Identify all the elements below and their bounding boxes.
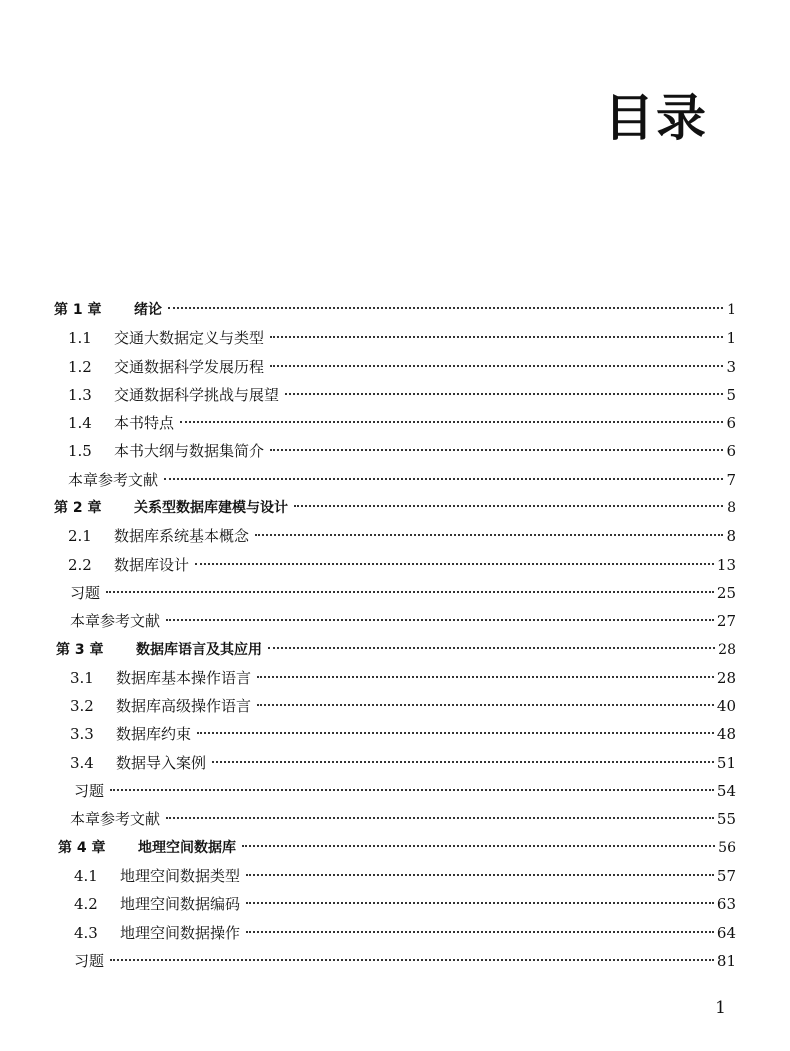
- toc-page-number: 7: [726, 470, 736, 489]
- toc-label: 关系型数据库建模与设计: [134, 500, 288, 517]
- toc-entry-row[interactable]: [54, 890, 736, 918]
- dot-leader: [270, 336, 723, 338]
- toc-number: 4.3: [74, 923, 98, 942]
- toc-number: 1.2: [68, 357, 92, 376]
- toc-page-number: 54: [716, 782, 736, 801]
- toc-page-number: 13: [716, 555, 736, 574]
- page-title: 目录: [604, 89, 708, 147]
- toc-entry-row[interactable]: [54, 919, 736, 947]
- toc-page-number: 55: [716, 810, 736, 829]
- toc-label: 习题: [70, 583, 101, 602]
- toc-label: 本书特点: [114, 414, 175, 433]
- toc-label: 本书大纲与数据集简介: [114, 442, 265, 461]
- toc-page-number: 5: [726, 385, 736, 404]
- toc-page-number: 1: [727, 302, 736, 318]
- toc-page-number: 81: [716, 951, 736, 970]
- toc-page-number: 51: [716, 753, 736, 772]
- toc-label: 数据库基本操作语言: [116, 668, 252, 687]
- toc-number: 4.2: [74, 895, 98, 914]
- toc-label: 习题: [74, 782, 105, 801]
- toc-entry-row[interactable]: [54, 381, 736, 409]
- toc-entry-row[interactable]: [54, 720, 736, 748]
- dot-leader: [166, 619, 714, 621]
- dot-leader: [110, 789, 714, 791]
- dot-leader: [106, 591, 714, 593]
- toc-chapter-row[interactable]: [54, 834, 736, 862]
- dot-leader: [242, 845, 715, 847]
- dot-leader: [270, 449, 723, 451]
- toc-label: 数据库语言及其应用: [136, 641, 262, 658]
- dot-leader: [164, 478, 723, 480]
- toc-entry-row[interactable]: [54, 749, 736, 777]
- toc-page-number: 64: [716, 923, 736, 942]
- toc-page-number: 63: [716, 895, 736, 914]
- dot-leader: [285, 393, 723, 395]
- toc-label: 数据库设计: [114, 555, 190, 574]
- dot-leader: [246, 902, 714, 904]
- toc-entry-row[interactable]: [54, 579, 736, 607]
- dot-leader: [168, 307, 723, 309]
- toc-chapter-row[interactable]: [54, 494, 736, 522]
- toc-number: 1.4: [68, 414, 92, 433]
- toc-entry-row[interactable]: [54, 522, 736, 550]
- toc-label: 绪论: [134, 302, 162, 318]
- toc-number: 3.2: [70, 697, 94, 716]
- toc-page-number: 28: [718, 641, 736, 658]
- toc-label: 习题: [74, 951, 105, 970]
- dot-leader: [197, 732, 714, 734]
- toc-entry-row[interactable]: [54, 805, 736, 833]
- toc-label: 数据库系统基本概念: [114, 527, 250, 546]
- toc-number: 第 3 章: [56, 641, 104, 658]
- toc-label: 地理空间数据操作: [120, 923, 241, 942]
- toc-label: 交通数据科学挑战与展望: [114, 385, 280, 404]
- toc-entry-row[interactable]: [54, 947, 736, 975]
- toc-number: 第 1 章: [54, 302, 102, 318]
- toc-number: 第 2 章: [54, 500, 102, 517]
- toc-label: 地理空间数据库: [138, 839, 236, 856]
- toc-number: 3.4: [70, 753, 94, 772]
- dot-leader: [246, 874, 714, 876]
- toc-chapter-row[interactable]: [54, 636, 736, 664]
- toc-page-number: 56: [718, 839, 736, 856]
- dot-leader: [180, 421, 723, 423]
- table-of-contents: [54, 296, 736, 975]
- toc-number: 2.1: [68, 527, 92, 546]
- toc-page-number: 6: [726, 442, 736, 461]
- toc-entry-row[interactable]: [54, 862, 736, 890]
- dot-leader: [268, 647, 715, 649]
- toc-entry-row[interactable]: [54, 437, 736, 465]
- toc-entry-row[interactable]: [54, 466, 736, 494]
- toc-page-number: 1: [726, 329, 736, 348]
- toc-entry-row[interactable]: [54, 664, 736, 692]
- dot-leader: [255, 534, 723, 536]
- toc-page-number: 8: [726, 527, 736, 546]
- toc-page-number: 48: [716, 725, 736, 744]
- toc-number: 1.5: [68, 442, 92, 461]
- toc-page-number: 3: [726, 357, 736, 376]
- toc-label: 本章参考文献: [68, 470, 159, 489]
- dot-leader: [195, 563, 714, 565]
- toc-label: 本章参考文献: [70, 810, 161, 829]
- toc-label: 数据导入案例: [116, 753, 207, 772]
- dot-leader: [257, 676, 714, 678]
- toc-entry-row[interactable]: [54, 324, 736, 352]
- toc-number: 3.3: [70, 725, 94, 744]
- toc-number: 1.1: [68, 329, 92, 348]
- toc-entry-row[interactable]: [54, 777, 736, 805]
- toc-label: 地理空间数据编码: [120, 895, 241, 914]
- page-number: 1: [715, 998, 726, 1018]
- toc-entry-row[interactable]: [54, 692, 736, 720]
- toc-number: 4.1: [74, 866, 98, 885]
- toc-page-number: 6: [726, 414, 736, 433]
- toc-number: 第 4 章: [58, 839, 106, 856]
- toc-label: 交通数据科学发展历程: [114, 357, 265, 376]
- dot-leader: [270, 365, 723, 367]
- toc-entry-row[interactable]: [54, 409, 736, 437]
- toc-label: 本章参考文献: [70, 612, 161, 631]
- dot-leader: [212, 761, 714, 763]
- dot-leader: [294, 505, 723, 507]
- toc-number: 3.1: [70, 668, 94, 687]
- toc-page-number: 27: [716, 612, 736, 631]
- toc-number: 1.3: [68, 385, 92, 404]
- toc-page-number: 57: [716, 866, 736, 885]
- toc-page-number: 25: [716, 583, 736, 602]
- toc-page-number: 28: [716, 668, 736, 687]
- toc-chapter-row[interactable]: [54, 296, 736, 324]
- dot-leader: [110, 959, 714, 961]
- toc-entry-row[interactable]: [54, 353, 736, 381]
- toc-label: 数据库约束: [116, 725, 192, 744]
- toc-page-number: 40: [716, 697, 736, 716]
- dot-leader: [246, 931, 714, 933]
- toc-entry-row[interactable]: [54, 607, 736, 635]
- toc-number: 2.2: [68, 555, 92, 574]
- dot-leader: [166, 817, 714, 819]
- toc-entry-row[interactable]: [54, 551, 736, 579]
- dot-leader: [257, 704, 714, 706]
- toc-page-number: 8: [727, 500, 736, 517]
- toc-label: 数据库高级操作语言: [116, 697, 252, 716]
- toc-label: 地理空间数据类型: [120, 866, 241, 885]
- toc-label: 交通大数据定义与类型: [114, 329, 265, 348]
